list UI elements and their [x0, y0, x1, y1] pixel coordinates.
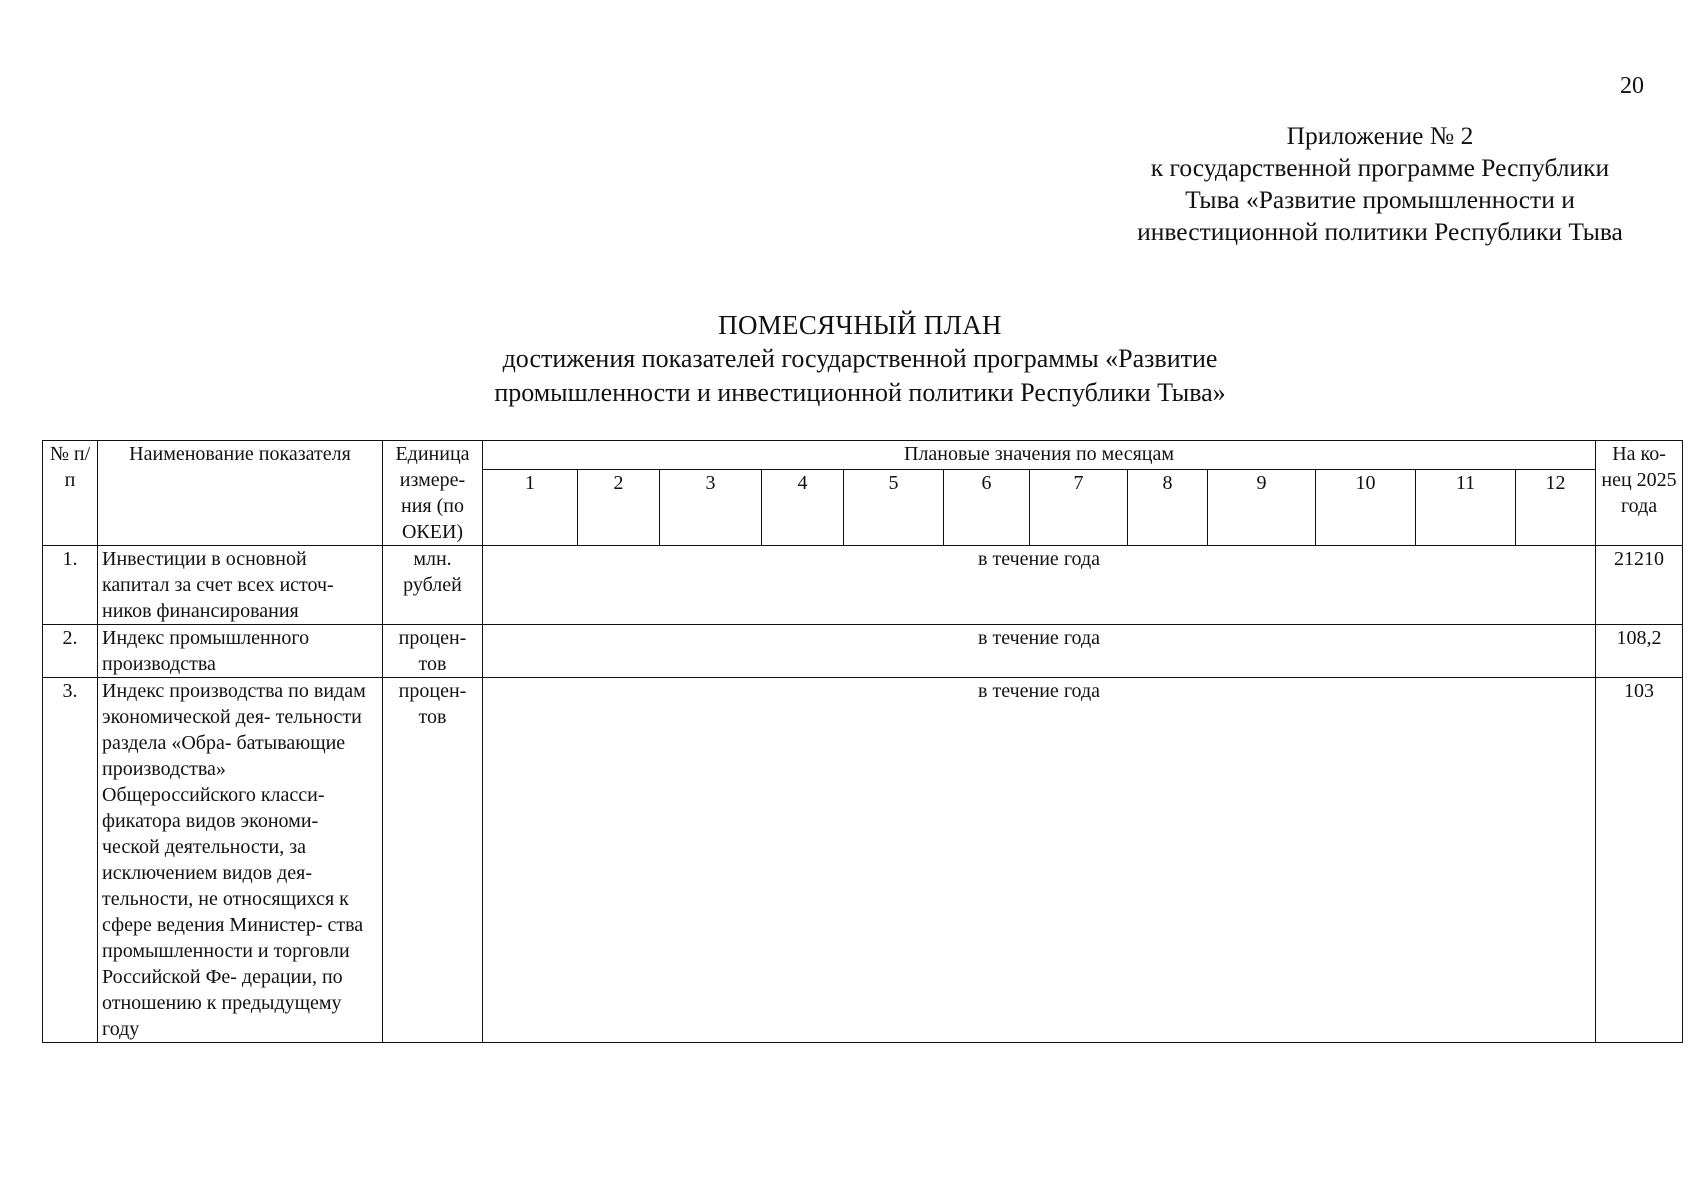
table-row [43, 625, 1683, 678]
appendix-block [1110, 120, 1650, 248]
row-unit: процен- тов [383, 625, 483, 678]
row-months-note: в течение года [483, 546, 1596, 625]
plan-table [42, 440, 1683, 1043]
header-month: 1 [483, 470, 578, 546]
row-months-note: в течение года [483, 625, 1596, 678]
header-month: 4 [762, 470, 844, 546]
header-month: 2 [578, 470, 660, 546]
row-name: Индекс производства по видам экономической дея- тельности раздела «Обра- батывающие производства» Общероссийского класси- фикатора видов экономи- ческой деятельности, за исключением видов дея- тельности, не относящихся к сфере ведения Министер- ства промышленности и торговли Российской Фе- дерации, по отношению к предыдущему году [98, 678, 383, 1043]
table-row [43, 678, 1683, 1043]
header-month: 11 [1416, 470, 1516, 546]
row-end-value: 108,2 [1596, 625, 1683, 678]
header-month: 5 [844, 470, 944, 546]
page-number: 20 [1620, 73, 1644, 99]
header-num: № п/п [43, 441, 98, 546]
document-title [380, 308, 1340, 410]
header-month: 3 [660, 470, 762, 546]
title-line: промышленности и инвестиционной политики Республики Тыва» [494, 378, 1226, 407]
title-main: ПОМЕСЯЧНЫЙ ПЛАН [718, 310, 1002, 340]
header-month: 6 [944, 470, 1030, 546]
appendix-line: Приложение № 2 [1286, 121, 1474, 150]
header-month: 10 [1316, 470, 1416, 546]
row-end-value: 21210 [1596, 546, 1683, 625]
row-months-note: в течение года [483, 678, 1596, 1043]
row-name: Индекс промышленного производства [98, 625, 383, 678]
header-unit: Единица измере- ния (по ОКЕИ) [383, 441, 483, 546]
appendix-line: Тыва «Развитие промышленности и [1185, 185, 1575, 214]
table-row [43, 546, 1683, 625]
row-name: Инвестиции в основной капитал за счет всех источ- ников финансирования [98, 546, 383, 625]
header-month: 9 [1208, 470, 1316, 546]
header-month: 12 [1516, 470, 1596, 546]
row-end-value: 103 [1596, 678, 1683, 1043]
header-name: Наименование показателя [98, 441, 383, 546]
header-month: 8 [1128, 470, 1208, 546]
header-end: На ко- нец 2025 года [1596, 441, 1683, 546]
title-line: достижения показателей государственной программы «Развитие [502, 344, 1218, 373]
header-month: 7 [1030, 470, 1128, 546]
row-num: 1. [43, 546, 98, 625]
header-months-group: Плановые значения по месяцам [483, 441, 1596, 470]
appendix-line: к государственной программе Республики [1150, 153, 1610, 182]
row-num: 3. [43, 678, 98, 1043]
row-unit: процен- тов [383, 678, 483, 1043]
appendix-line: инвестиционной политики Республики Тыва [1137, 217, 1623, 246]
row-unit: млн. рублей [383, 546, 483, 625]
row-num: 2. [43, 625, 98, 678]
